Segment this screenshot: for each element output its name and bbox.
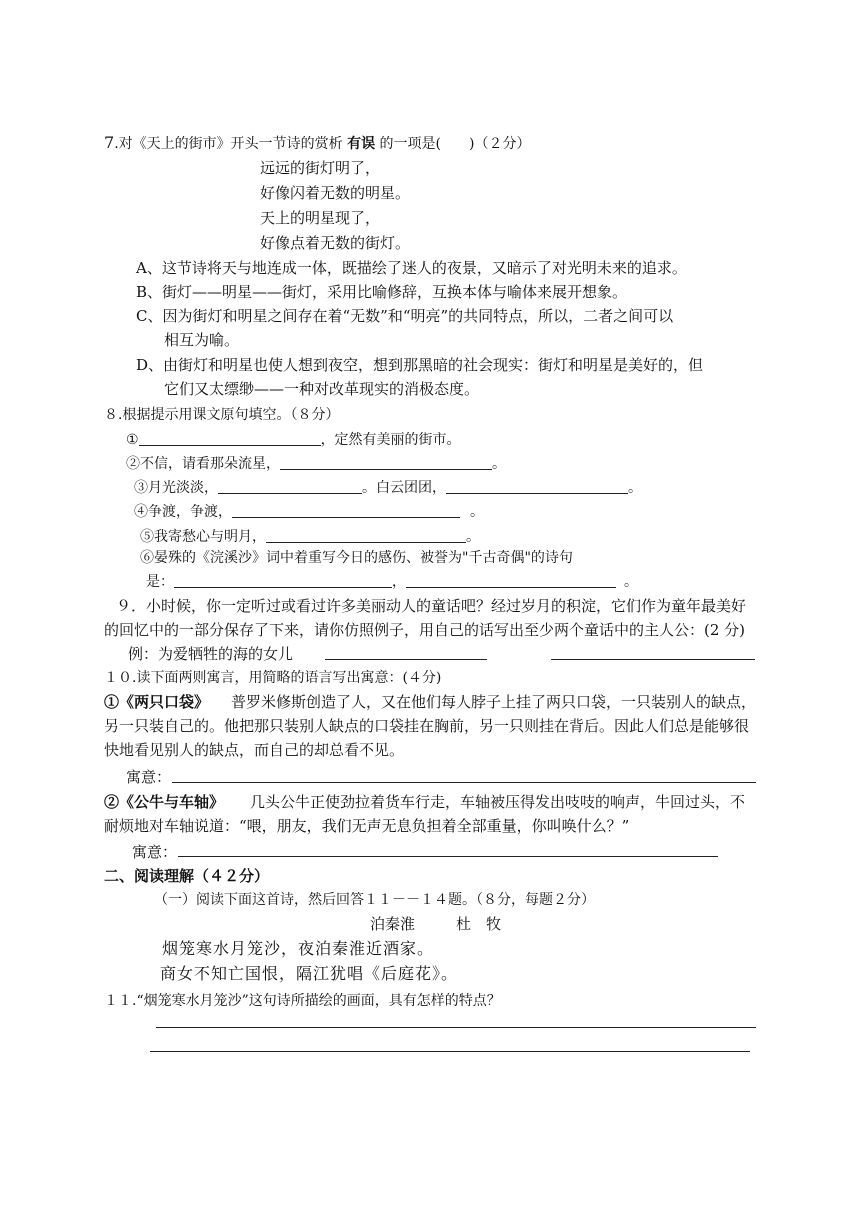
poem-line-2: 商女不知亡国恨，隔江犹唱《后庭花》。 — [160, 964, 459, 983]
q10-title: １０.读下面两则寓言，用简略的语言写出寓意：(４分) — [104, 670, 442, 686]
q11-stem: １１.“烟笼寒水月笼沙”这句诗所描绘的画面，具有怎样的特点？ — [104, 993, 501, 1009]
q8-item-1 — [126, 429, 461, 451]
q7-option-d-line-1: D、由街灯和明星也使人想到夜空，想到那黑暗的社会现实：街灯和明星是美好的，但 — [136, 356, 704, 374]
q9-answer-line-1[interactable] — [325, 659, 487, 660]
q8-item-6-line-2 — [146, 571, 638, 593]
q8-blank-4[interactable] — [232, 503, 460, 518]
q7-option-b: B、街灯——明星——街灯，采用比喻修辞，互换本体与喻体来展开想象。 — [136, 283, 628, 301]
q8-item-1-post: ，定然有美丽的街市。 — [320, 432, 461, 448]
q7-poem-line-4: 好像点着无数的街灯。 — [260, 234, 411, 252]
section-2-title: 二、阅读理解（４２分） — [104, 867, 270, 885]
q10-fable-1-title: ①《两只口袋》 — [104, 693, 210, 711]
q8-title: ８.根据提示用课文原句填空。（８分） — [104, 407, 340, 423]
q9-line-1: ９．小时候，你一定听过或看过许多美丽动人的童话吧？经过岁月的积淀，它们作为童年最美好 — [116, 597, 747, 615]
q8-blank-2[interactable] — [280, 455, 492, 470]
q7-emphasis: 有误 — [347, 136, 376, 152]
q10-moral-1-line[interactable] — [172, 782, 756, 783]
poem-line-1: 烟笼寒水月笼沙，夜泊秦淮近酒家。 — [162, 939, 435, 958]
q8-item-6-pre: 是： — [146, 574, 174, 590]
q10-fable-2-line-1 — [104, 791, 745, 813]
q8-item-5-post: 。 — [466, 529, 480, 545]
q11-answer-line-2[interactable] — [150, 1051, 750, 1052]
q7-option-a: A、这节诗将天与地连成一体，既描绘了迷人的夜景，又暗示了对光明未来的追求。 — [136, 259, 687, 277]
q8-item-1-pre: ① — [126, 432, 139, 448]
q7-option-c-line-1: C、因为街灯和明星之间存在着“无数”和“明亮”的共同特点，所以，二者之间可以 — [136, 307, 674, 325]
q9-line-2: 的回忆中的一部分保存了下来，请你仿照例子，用自己的话写出至少两个童话中的主人公：(2 分) — [104, 621, 746, 639]
q8-item-3-mid: 。白云团团， — [362, 480, 446, 496]
q10-moral-1-label: 寓意： — [126, 768, 172, 786]
q8-item-4-pre: ④争渡，争渡， — [134, 504, 232, 520]
q8-item-6-post: 。 — [624, 574, 638, 590]
q7-poem-line-1: 远远的街灯明了， — [260, 159, 381, 177]
q10-fable-2-line-2: 耐烦地对车轴说道：“喂，朋友，我们无声无息负担着全部重量，你叫唤什么？” — [104, 817, 630, 835]
q7-stem-post: 的一项是( )（２分） — [379, 136, 531, 152]
q8-item-4-post: 。 — [470, 504, 484, 520]
q8-item-6-line-1: ⑥晏殊的《浣溪沙》词中着重写今日的感伤、被誉为"千古奇偶"的诗句 — [140, 550, 573, 566]
q8-blank-6a[interactable] — [174, 573, 392, 588]
q8-item-6-mid: ， — [392, 574, 406, 590]
q7-option-d-line-2: 它们又太缥缈——一种对改革现实的消极态度。 — [164, 380, 480, 398]
q11-answer-line-1[interactable] — [156, 1027, 756, 1028]
q8-item-2-post: 。 — [492, 456, 506, 472]
q10-fable-1-text-1: 普罗米修斯创造了人，又在他们每人脖子上挂了两只口袋，一只装别人的缺点， — [231, 693, 757, 711]
poem-title: 泊秦淮 — [370, 915, 416, 933]
q10-moral-2-label: 寓意： — [132, 843, 178, 861]
q10-fable-2-title: ②《公牛与车轴》 — [104, 793, 225, 811]
q9-answer-line-2[interactable] — [551, 659, 755, 660]
q9-example: 例：为爱牺牲的海的女儿 — [128, 645, 294, 663]
q8-item-3-pre: ③月光淡淡， — [134, 480, 218, 496]
q8-item-5-pre: ⑤我寄愁心与明月， — [140, 529, 266, 545]
q8-item-2 — [126, 453, 506, 475]
section-2-intro: （一）阅读下面这首诗，然后回答１１－－１４题。（８分，每题２分） — [154, 892, 595, 908]
q8-item-3-post: 。 — [628, 480, 642, 496]
q8-item-3 — [134, 477, 642, 499]
q7-poem-line-3: 天上的明星现了， — [260, 209, 381, 227]
q8-blank-5[interactable] — [266, 528, 466, 543]
q7-stem-pre: .对《天上的街市》开头一节诗的赏析 — [114, 136, 343, 152]
q10-fable-1-line-1 — [104, 691, 756, 713]
q8-blank-6b[interactable] — [406, 573, 616, 588]
q7-poem-line-2: 好像闪着无数的明星。 — [260, 184, 411, 202]
q10-fable-1-line-2: 另一只装自己的。他把那只装别人缺点的口袋挂在胸前，另一只则挂在背后。因此人们总是能够很 — [104, 717, 750, 735]
poem-author: 杜 牧 — [456, 915, 502, 933]
q10-fable-1-line-3: 快地看见别人的缺点，而自己的却总看不见。 — [104, 741, 405, 759]
q7-option-c-line-2: 相互为喻。 — [164, 331, 240, 349]
q10-moral-2-line[interactable] — [178, 856, 718, 857]
q8-item-2-pre: ②不信，请看那朵流星， — [126, 456, 280, 472]
q7-stem — [104, 132, 530, 155]
q8-blank-3a[interactable] — [218, 479, 362, 494]
q7-number: 7 — [104, 133, 115, 152]
q8-blank-3b[interactable] — [446, 479, 628, 494]
q8-item-4 — [134, 501, 484, 523]
q10-fable-2-text-1: 几头公牛正使劲拉着货车行走，车轴被压得发出吱吱的响声，牛回过头，不 — [250, 793, 746, 811]
q8-blank-1[interactable] — [139, 431, 321, 446]
q8-item-5 — [140, 526, 480, 548]
